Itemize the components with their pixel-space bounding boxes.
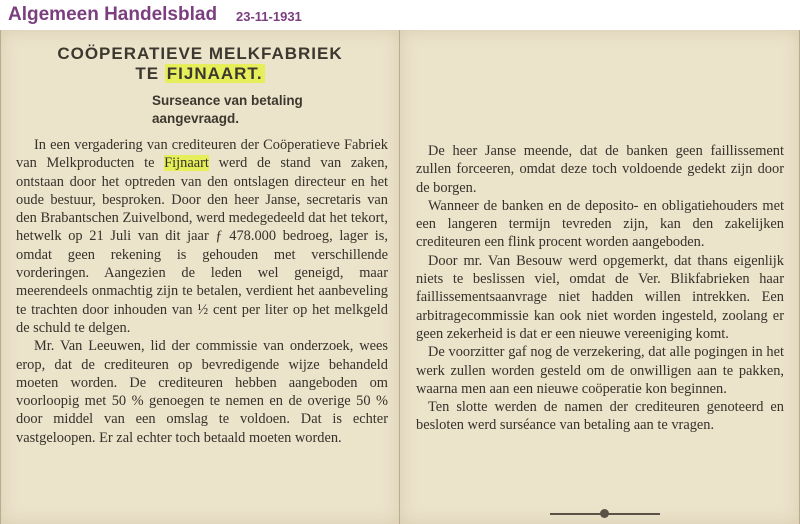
- paragraph: De voorzitter gaf nog de verzekering, dat alle pogingen in het werk zullen worden gesteld om de onwilligen aan te pakken, waarna men aan een nieuwe coöperatie kon beginnen.: [416, 344, 784, 397]
- headline-line-1: COÖPERATIEVE MELKFABRIEK: [57, 44, 343, 63]
- article-body-left: [16, 136, 388, 447]
- paragraph: De heer Janse meende, dat de banken geen faillissement zullen forceeren, omdat deze toch voldoende gedekt zijn door de borgen.: [416, 143, 784, 196]
- headline-place-highlight: FIJNAART.: [166, 64, 263, 83]
- clipping-header: [0, 0, 800, 30]
- headline-line-2: [0, 64, 400, 84]
- paragraph-text: werd de stand van zaken, ontstaan door het optreden van den ontslagen directeur en het oude bestuur, besproken. Door den heer Janse, secretaris van den Brabantschen Zuivelbond, werd medegedeeld dat het tekort, hetwelk op 21 Juli van dit jaar ƒ 478.000 bedroeg, lager is, omdat geen rekening is gehouden met verschillende vorderingen. Aangezien de leden wel geneigd, maar meerendeels onmachtig zijn te betalen, verdient het aanbeveling te trachten door inhouden van ½ cent per liter op het melkgeld de schuld te delgen.: [16, 155, 388, 336]
- paragraph: [16, 337, 388, 447]
- article-body-right: [416, 142, 784, 435]
- newspaper-title: Algemeen Handelsblad: [8, 4, 218, 25]
- article-subheading: Surseance van betaling aangevraagd.: [152, 93, 303, 126]
- end-ornament: [600, 509, 609, 518]
- publication-date: 23-11-1931: [236, 9, 302, 24]
- headline-prefix: TE: [135, 64, 165, 83]
- paragraph: [16, 136, 388, 337]
- paragraph: Ten slotte werden de namen der crediteuren genoteerd en besloten werd surséance van betaling aan te vragen.: [416, 399, 784, 434]
- clipping-right-column: [400, 30, 800, 524]
- place-highlight: Fijnaart: [164, 155, 209, 172]
- paragraph-text: Mr. Van Leeuwen, lid der commissie van onderzoek, wees erop, dat de crediteuren op bevredigende wijze behandeld moeten worden. De crediteuren hebben aangeboden om voorloopig met 50 % genoegen te nemen en de overige 50 % door middel van een omslag te voldoen. Dat is echter vastgeloopen. Er zal echter toch betaald moeten worden.: [16, 338, 388, 446]
- paragraph: Door mr. Van Besouw werd opgemerkt, dat thans eigenlijk niets te beslissen viel, omdat de Ver. Blikfabrieken haar faillissementsaanvrage niet hadden willen intrekken. Een arbitragecommissie kan ook niet worden ingesteld, zoolang er geen zekerheid is dat er een nieuwe vereeniging komt.: [416, 252, 784, 342]
- left-edge-rule: [0, 30, 1, 524]
- paragraph-text: In een vergadering van crediteuren der Coöperatieve Fabriek van Melkproducten te: [16, 137, 388, 172]
- paragraph: Wanneer de banken en de deposito- en obligatiehouders met een langeren termijn tevreden zijn, kan den zakelijken crediteuren een flink procent worden aangeboden.: [416, 197, 784, 251]
- clipping-left-column: [0, 30, 400, 524]
